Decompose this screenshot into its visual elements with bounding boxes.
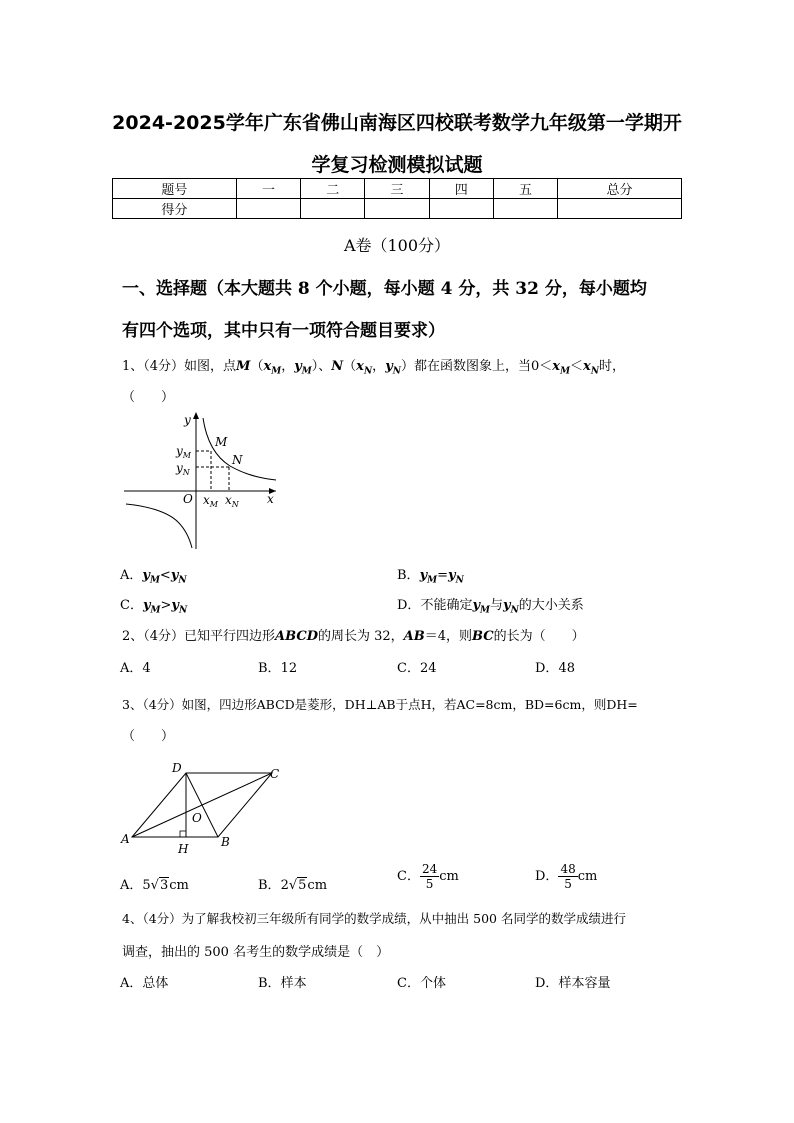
y-axis-arrow [193,412,199,419]
sqrt-icon: √5 [288,878,307,893]
score-cell[interactable] [558,199,682,219]
score-table-header-row [113,179,682,199]
score-table [112,178,682,219]
diagonal-bd [186,773,218,837]
q4-stem-line2: 调查，抽出的 500 名考生的数学成绩是（ ） [122,945,390,960]
score-row-label: 得分 [113,199,237,219]
fraction: $\frac{48}{5}$ [560,862,576,891]
q4-option-c[interactable]: C．个体 [397,976,446,991]
label-D: D [172,761,182,775]
label-H: H [178,842,189,856]
q1-stem: 1、（4分）如图，点$M(x_M$，$y_M$）、$N(x_N$，$y_N$）都在函数图象上，当$0<x_M<x_N$时， [122,359,626,377]
hyperbola-branch-3 [126,504,192,548]
label-M: M [215,435,228,449]
q3-rhombus-figure [116,760,296,858]
score-cell[interactable] [365,199,429,219]
label-N: N [232,453,243,467]
score-header-cell: 二 [301,179,365,199]
score-table-score-row [113,199,682,219]
label-yN: $y_N$ [176,461,190,477]
q4-option-b[interactable]: B．样本 [258,976,307,991]
q3-option-d[interactable]: D． $\frac{48}{5}$ cm [535,862,598,891]
q4-stem-line1: 4、（4分）为了解我校初三年级所有同学的数学成绩，从中抽出 500 名同学的数学成绩进行 [122,911,626,926]
q1-function-graph [118,408,288,554]
label-origin: O [183,492,193,506]
right-angle-mark [180,831,186,837]
q3-option-b[interactable]: B．2√5cm [258,878,328,893]
q1-option-a[interactable]: A．$y_M<y_N$ [120,568,187,586]
q2-option-c[interactable]: C．24 [397,661,437,676]
label-A: A [121,832,130,846]
score-header-cell: 三 [365,179,429,199]
score-cell[interactable] [493,199,557,219]
label-B: B [221,835,230,849]
section1-heading-line1: 一、选择题（本大题共 8 个小题，每小题 4 分，共 32 分，每小题均 [122,279,647,299]
q2-option-b[interactable]: B．12 [258,661,298,676]
q4-option-a[interactable]: A．总体 [120,976,169,991]
score-header-cell: 五 [493,179,557,199]
score-header-cell: 一 [236,179,300,199]
section1-heading-line2: 有四个选项，其中只有一项符合题目要求） [122,321,445,341]
q3-stem: 3、（4分）如图，四边形ABCD是菱形，DH⊥AB于点H，若AC=8cm，BD=6cm，则DH= [122,697,638,712]
section-a-heading: A卷（100分） [343,236,451,255]
q1-option-c[interactable]: C．$y_M>y_N$ [120,598,188,616]
score-cell[interactable] [429,199,493,219]
score-header-cell: 四 [429,179,493,199]
score-cell[interactable] [301,199,365,219]
exam-title-line1: 2024-2025学年广东省佛山南海区四校联考数学九年级第一学期开 [112,112,682,134]
label-y: y [184,413,191,427]
q2-option-a[interactable]: A．4 [120,661,151,676]
q2-stem: 2、（4分）已知平行四边形ABCD的周长为 32，AB＝4，则BC的长为（ ） [122,629,585,644]
score-header-cell: 总分 [558,179,682,199]
q3-option-a[interactable]: A．5√3cm [120,878,189,893]
q2-option-d[interactable]: D．48 [535,661,575,676]
q3-answer-paren: （ ） [122,729,175,744]
q1-option-b[interactable]: B．$y_M=y_N$ [397,568,464,586]
q4-option-d[interactable]: D．样本容量 [535,976,611,991]
label-O: O [192,811,202,825]
exam-title-line2: 学复习检测模拟试题 [311,154,483,176]
q1-option-d[interactable]: D．不能确定$y_M$与$y_N$的大小关系 [397,598,584,616]
q3-option-c[interactable]: C． $\frac{24}{5}$ cm [397,862,459,891]
label-C: C [270,767,280,781]
label-yM: $y_M$ [176,444,191,460]
label-xM: $x_M$ [203,493,218,509]
hyperbola-branch-1 [203,418,276,480]
sqrt-icon: √3 [150,878,169,893]
score-header-cell: 题号 [113,179,237,199]
label-xN: $x_N$ [225,493,239,509]
q1-answer-paren: （ ） [122,390,175,405]
score-cell[interactable] [236,199,300,219]
label-x: x [267,492,274,506]
fraction: $\frac{24}{5}$ [421,862,438,891]
